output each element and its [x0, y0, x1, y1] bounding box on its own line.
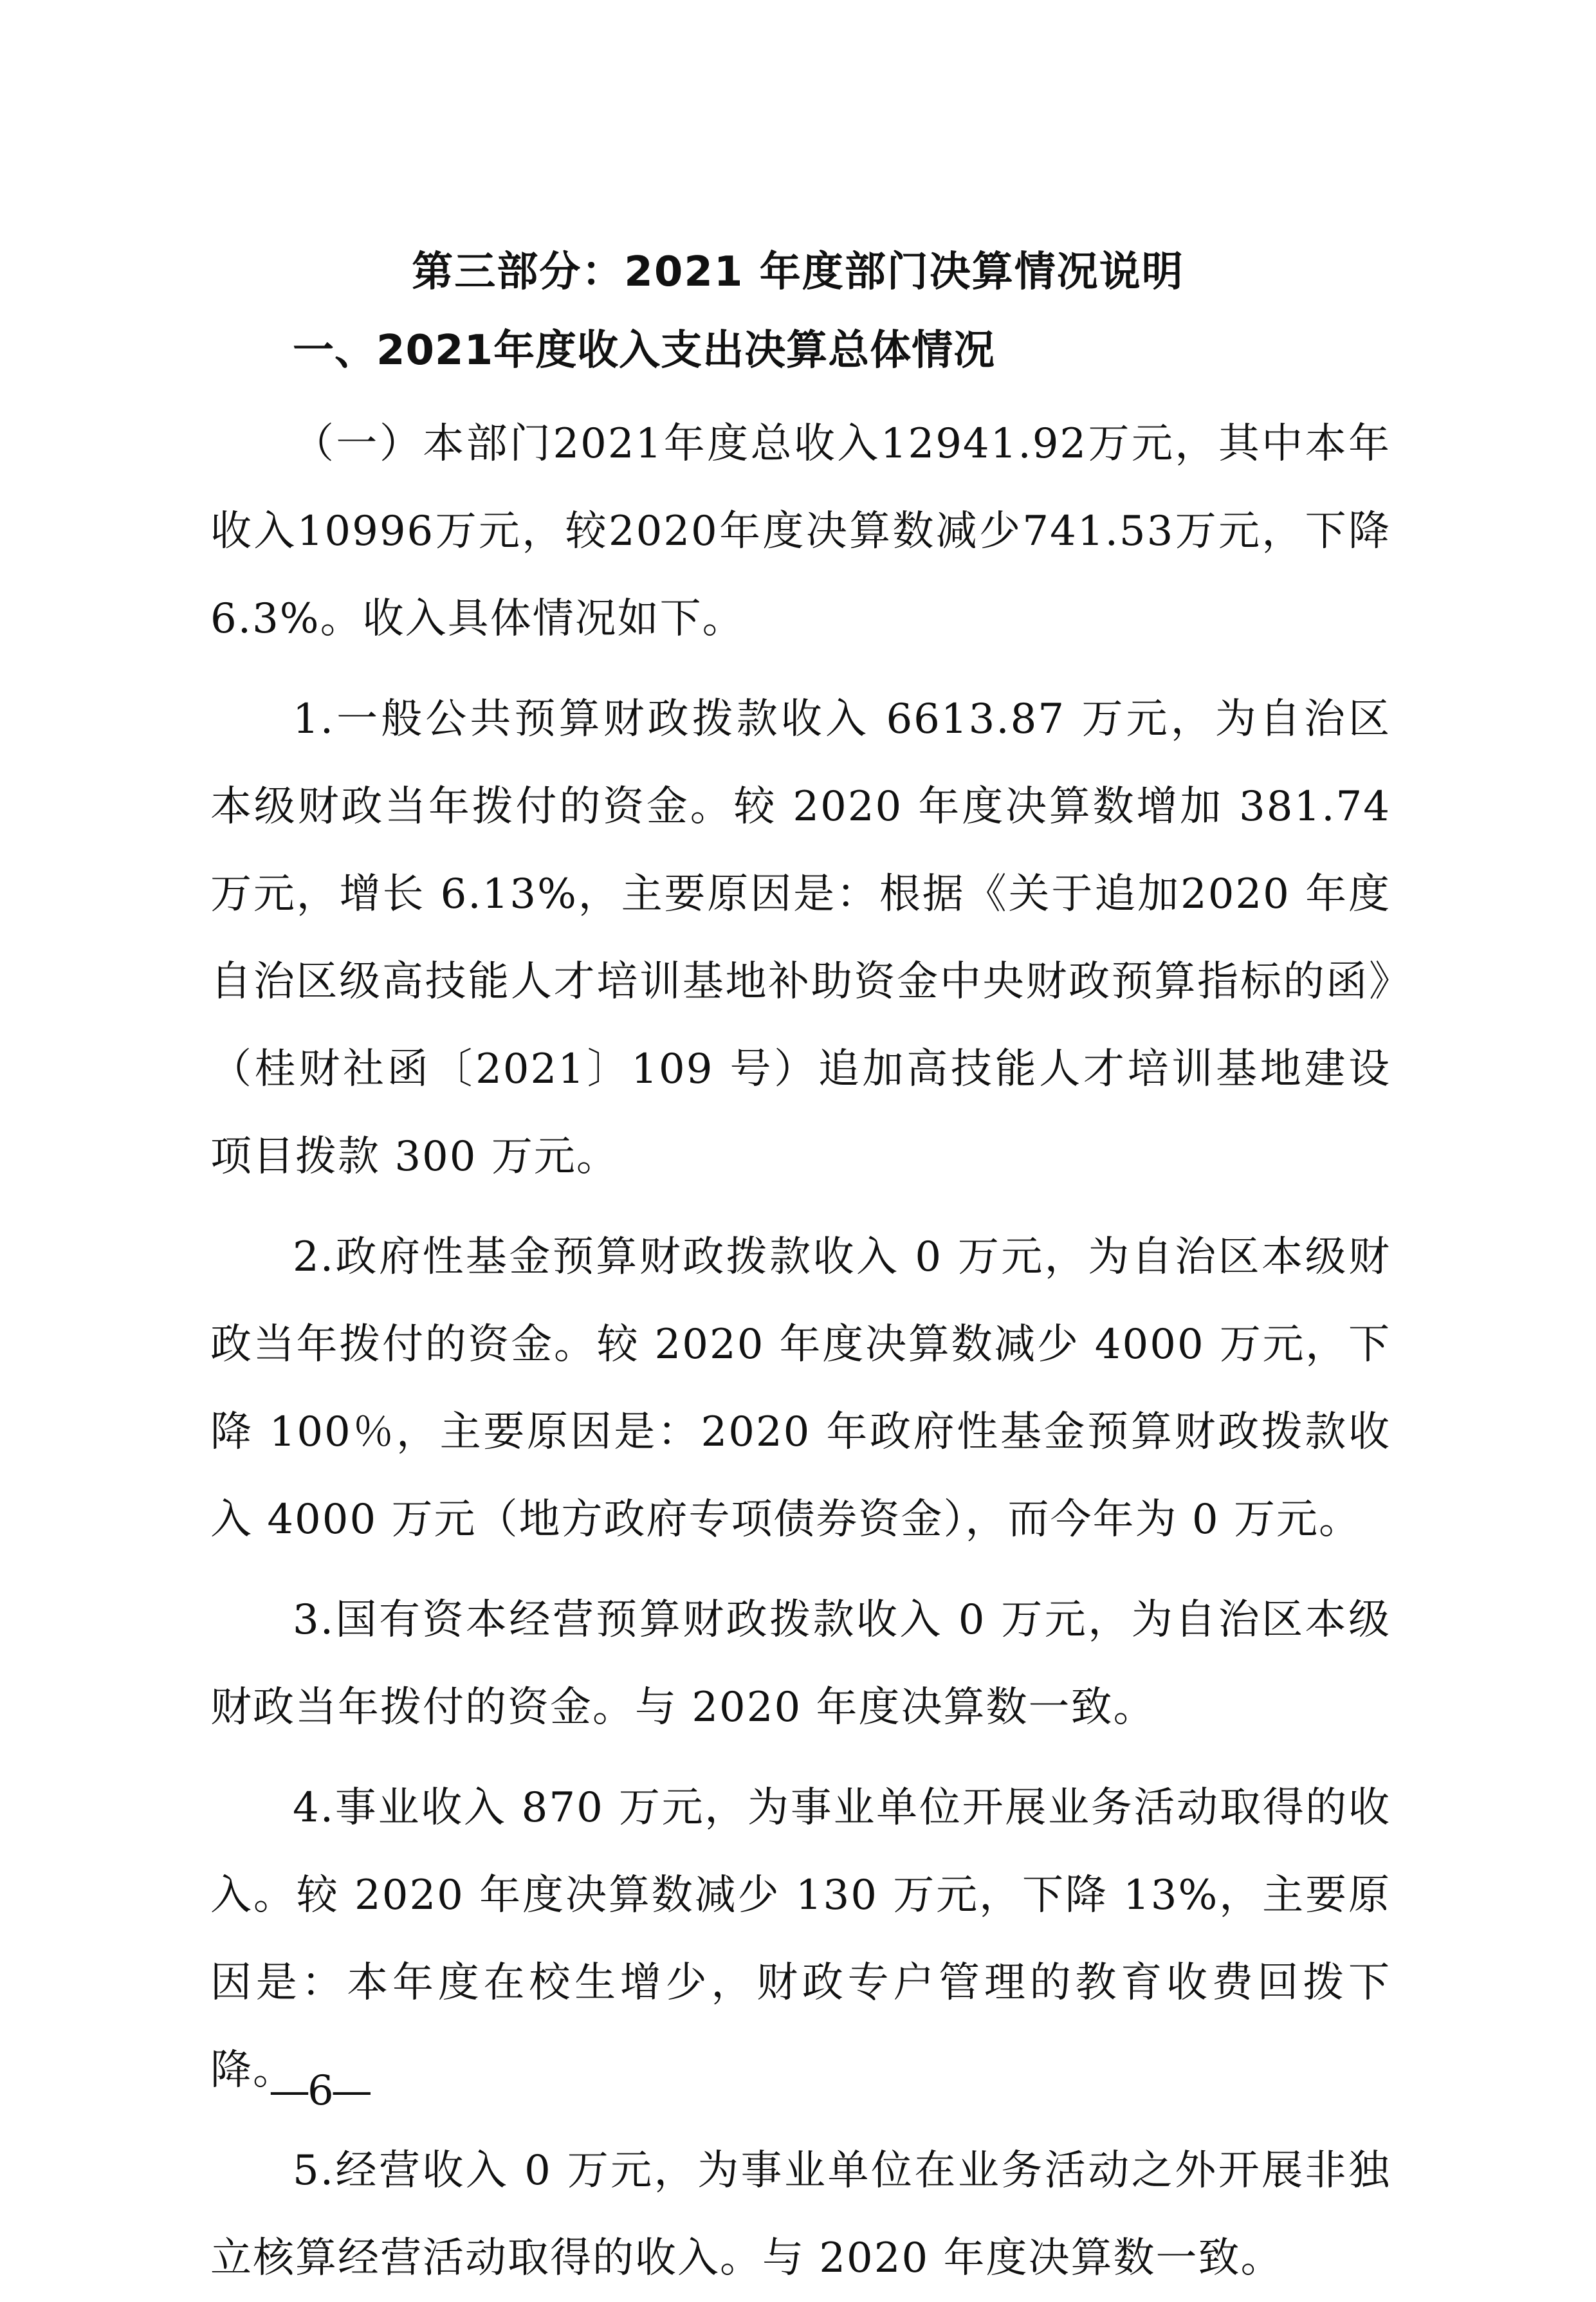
page-number: —6—: [269, 2067, 370, 2115]
paragraph-government-fund: 2.政府性基金预算财政拨款收入 0 万元，为自治区本级财政当年拨付的资金。较 2020 年度决算数减少 4000 万元，下降 100％，主要原因是：2020 年政府性基金预算财政拨款收入 4000 万元（地方政府专项债券资金），而今年为 0 万元。: [210, 1233, 1391, 1543]
paragraph-total-income: （一）本部门2021年度总收入12941.92万元，其中本年收入10996万元，较2020年度决算数减少741.53万元，下降6.3%。收入具体情况如下。: [210, 420, 1391, 643]
body-text: [210, 400, 1391, 2302]
page-title: 第三部分：2021 年度部门决算情况说明: [412, 248, 1184, 296]
paragraph-general-budget: 1.一般公共预算财政拨款收入 6613.87 万元，为自治区本级财政当年拨付的资金。较 2020 年度决算数增加 381.74 万元，增长 6.13%，主要原因是：根据《关于追加2020 年度自治区级高技能人才培训基地补助资金中央财政预算指标的函》（桂财社函〔2021〕109 号）追加高技能人才培训基地建设项目拨款 300 万元。: [210, 695, 1391, 1181]
section-heading: 一、2021年度收入支出决算总体情况: [293, 327, 996, 374]
paragraph-state-capital: 3.国有资本经营预算财政拨款收入 0 万元，为自治区本级财政当年拨付的资金。与 2020 年度决算数一致。: [210, 1596, 1391, 1731]
paragraph-business-income: 4.事业收入 870 万元，为事业单位开展业务活动取得的收入。较 2020 年度决算数减少 130 万元，下降 13%，主要原因是：本年度在校生增少，财政专户管理的教育收费回拨下降。: [210, 1784, 1391, 2094]
paragraph-operating-income: 5.经营收入 0 万元，为事业单位在业务活动之外开展非独立核算经营活动取得的收入。与 2020 年度决算数一致。: [210, 2147, 1391, 2282]
